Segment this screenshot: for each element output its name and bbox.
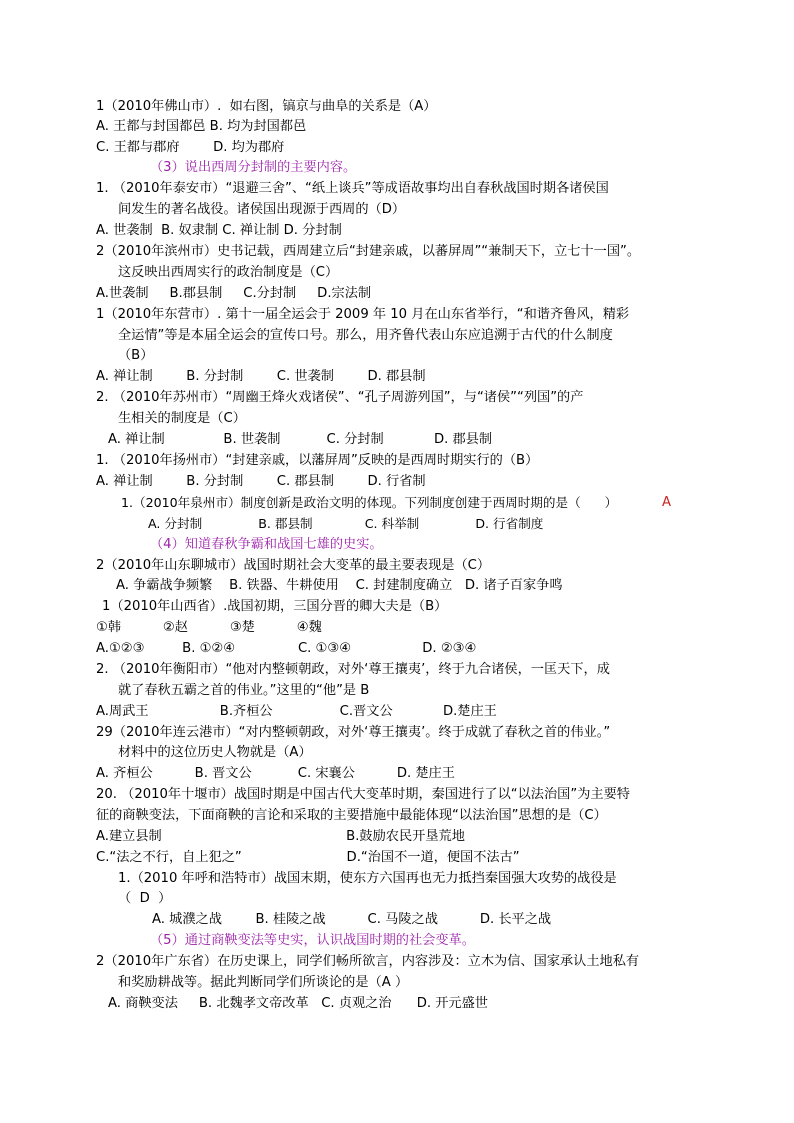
q-taian: 1. （2010年泰安市）“退避三舍”、“纸上谈兵”等成语故事均出自春秋战国时期各诸侯国 (96, 181, 609, 196)
q-liaocheng: 2（2010年山东聊城市）战国时期社会大变革的最主要表现是（C） (96, 558, 491, 573)
q-guangdong: 2（2010年广东省）在历史课上，同学们畅所欲言，内容涉及：立木为信、国家承认土地私有 (96, 954, 640, 969)
q-taian-options: A. 世袭制 B. 奴隶制 C. 禅让制 D. 分封制 (96, 223, 342, 238)
q-binzhou: 2（2010年滨州市）史书记载，西周建立后“封建亲戚，以蕃屏周”“兼制天下，立七十一国”。 (96, 244, 641, 259)
section-heading-5: （5）通过商鞅变法等史实，认识战国时期的社会变革。 (150, 933, 475, 948)
q-foshan-options-ab: A. 王都与封国都邑 B. 均为封国都邑 (96, 119, 307, 134)
q-shiyan: 20. （2010年十堰市）战国时期是中国古代大变革时期，秦国进行了以“以法治国”为主要特 (96, 787, 630, 802)
q-suzhou-cont: 生相关的制度是（C） (118, 411, 246, 426)
q-suzhou-options: A. 禅让制 B. 世袭制 C. 分封制 D. 郡县制 (108, 432, 493, 447)
section-heading-4: （4）知道春秋争霸和战国七雄的史实。 (150, 537, 383, 552)
q-taian-cont: 间发生的著名战役。诸侯国出现源于西周的（D） (118, 202, 406, 217)
q-lianyungang: 29（2010年连云港市）“对内整顿朝政，对外‘尊王攘夷’。终于成就了春秋之首的伟业。” (96, 725, 611, 740)
q-huhehaote-options: A. 城濮之战 B. 桂陵之战 C. 马陵之战 D. 长平之战 (152, 912, 552, 927)
q-shanxi-items: ①韩 ②赵 ③楚 ④魏 (96, 620, 322, 635)
q-shiyan-options-cd: C.“法之不行，自上犯之” D.“治国不一道，便国不法古” (96, 850, 520, 865)
q-hengyang-options: A.周武王 B.齐桓公 C.晋文公 D.楚庄王 (96, 704, 497, 719)
q-binzhou-options: A.世袭制 B.郡县制 C.分封制 D.宗法制 (96, 286, 372, 301)
q-guangdong-cont: 和奖励耕战等。据此判断同学们所谈论的是（A ） (118, 975, 409, 990)
q-foshan: 1（2010年佛山市）. 如右图，镐京与曲阜的关系是（A） (96, 99, 437, 114)
q-quanzhou: 1.（2010年泉州市）制度创新是政治文明的体现。下列制度创建于西周时期的是（ ） (121, 495, 618, 510)
q-hengyang: 2. （2010年衡阳市）“他对内整顿朝政，对外‘尊王攘夷’，终于九合诸侯，一匡天下，成 (96, 662, 610, 677)
q-binzhou-cont: 这反映出西周实行的政治制度是（C） (118, 265, 339, 280)
q-yangzhou: 1. （2010年扬州市）“封建亲戚，以藩屏周”反映的是西周时期实行的（B） (96, 453, 539, 468)
q-huhehaote: 1.（2010 年呼和浩特市）战国末期，使东方六国再也无力抵挡秦国强大攻势的战役是 (118, 871, 617, 886)
q-shiyan-cont: 征的商鞅变法，下面商鞅的言论和采取的主要措施中最能体现“以法治国”思想的是（C） (96, 808, 607, 823)
q-liaocheng-options: A. 争霸战争频繁 B. 铁器、牛耕使用 C. 封建制度确立 D. 诸子百家争鸣 (116, 578, 563, 593)
q-guangdong-options: A. 商鞅变法 B. 北魏孝文帝改革 C. 贞观之治 D. 开元盛世 (108, 996, 488, 1011)
q-foshan-options-cd: C. 王都与郡府 D. 均为郡府 (96, 140, 285, 155)
q-lianyungang-options: A. 齐桓公 B. 晋文公 C. 宋襄公 D. 楚庄王 (96, 766, 455, 781)
q-suzhou: 2. （2010年苏州市）“周幽王烽火戏诸侯”、“孔子周游列国”，与“诸侯”“列国”的产 (96, 390, 584, 405)
q-huhehaote-answer: （ D ） (118, 891, 172, 906)
q-dongying-answer: （B） (118, 348, 154, 363)
q-quanzhou-options: A. 分封制 B. 郡县制 C. 科举制 D. 行省制度 (148, 516, 544, 531)
q-shanxi: 1（2010年山西省）.战国初期，三国分晋的卿大夫是（B） (102, 599, 448, 614)
q-lianyungang-cont: 材料中的这位历史人物就是（A） (118, 745, 312, 760)
q-dongying: 1（2010年东营市）. 第十一届全运会于 2009 年 10 月在山东省举行，“和谐齐鲁风，精彩 (96, 307, 630, 322)
q-quanzhou-answer: A (662, 495, 672, 510)
q-dongying-options: A. 禅让制 B. 分封制 C. 世袭制 D. 郡县制 (96, 369, 426, 384)
q-shanxi-options: A.①②③ B. ①②④ C. ①③④ D. ②③④ (96, 641, 477, 656)
q-hengyang-cont: 就了春秋五霸之首的伟业。”这里的“他”是 B (118, 683, 370, 698)
q-dongying-cont: 全运情”等是本届全运会的宣传口号。那么，用齐鲁代表山东应追溯于古代的什么制度 (118, 328, 613, 343)
q-shiyan-options-ab: A.建立县制 B.鼓励农民开垦荒地 (96, 829, 465, 844)
q-yangzhou-options: A. 禅让制 B. 分封制 C. 郡县制 D. 行省制 (96, 474, 426, 489)
section-heading-3: （3）说出西周分封制的主要内容。 (150, 160, 357, 175)
